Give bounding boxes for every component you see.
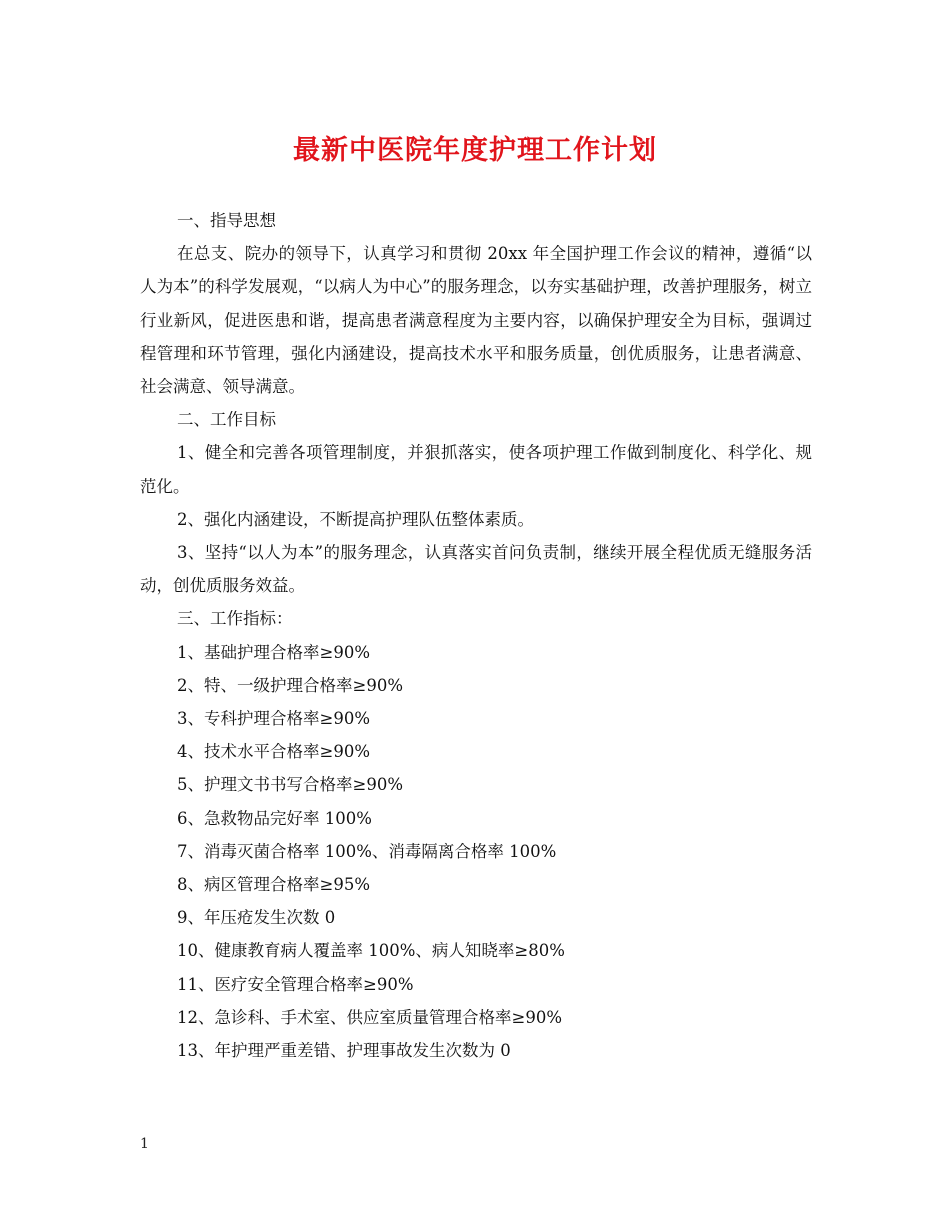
- section-heading-work-goals: 二、工作目标: [177, 410, 276, 430]
- indicator-item: 7、消毒灭菌合格率 100%、消毒隔离合格率 100%: [177, 841, 557, 861]
- document-body: [140, 204, 812, 1067]
- indicator-item: 12、急诊科、手术室、供应室质量管理合格率≥90%: [177, 1007, 562, 1027]
- indicator-item: 1、基础护理合格率≥90%: [177, 642, 370, 662]
- section-heading-work-indicators: 三、工作指标：: [177, 609, 293, 629]
- indicator-item: 13、年护理严重差错、护理事故发生次数为 0: [177, 1041, 511, 1061]
- indicator-item: 8、病区管理合格率≥95%: [177, 875, 370, 895]
- indicator-item: 2、特、一级护理合格率≥90%: [177, 675, 403, 695]
- work-goal-item: 1、健全和完善各项管理制度，并狠抓落实，使各项护理工作做到制度化、科学化、规范化。: [140, 443, 812, 496]
- indicator-item: 4、技术水平合格率≥90%: [177, 742, 370, 762]
- indicator-item: 3、专科护理合格率≥90%: [177, 709, 370, 729]
- indicator-item: 5、护理文书书写合格率≥90%: [177, 775, 403, 795]
- document-title: 最新中医院年度护理工作计划: [293, 135, 657, 166]
- indicator-item: 10、健康教育病人覆盖率 100%、病人知晓率≥80%: [177, 941, 565, 961]
- paragraph-guiding-ideology: 在总支、院办的领导下，认真学习和贯彻 20xx 年全国护理工作会议的精神，遵循“以人为本”的科学发展观，“以病人为中心”的服务理念，以夯实基础护理，改善护理服务，树立行业新风，促进医患和谐，提高患者满意程度为主要内容，以确保护理安全为目标，强调过程管理和环节管理，强化内涵建设，提高技术水平和服务质量，创优质服务，让患者满意、社会满意、领导满意。: [140, 244, 812, 397]
- indicator-item: 9、年压疮发生次数 0: [177, 908, 336, 928]
- section-heading-guiding-ideology: 一、指导思想: [177, 211, 276, 230]
- work-goal-item: 3、坚持“以人为本”的服务理念，认真落实首问负责制，继续开展全程优质无缝服务活动，创优质服务效益。: [140, 543, 812, 596]
- indicator-item: 11、医疗安全管理合格率≥90%: [177, 974, 414, 994]
- indicator-item: 6、急救物品完好率 100%: [177, 808, 372, 828]
- work-goal-item: 2、强化内涵建设，不断提高护理队伍整体素质。: [177, 509, 534, 529]
- page-number: 1: [140, 1136, 149, 1152]
